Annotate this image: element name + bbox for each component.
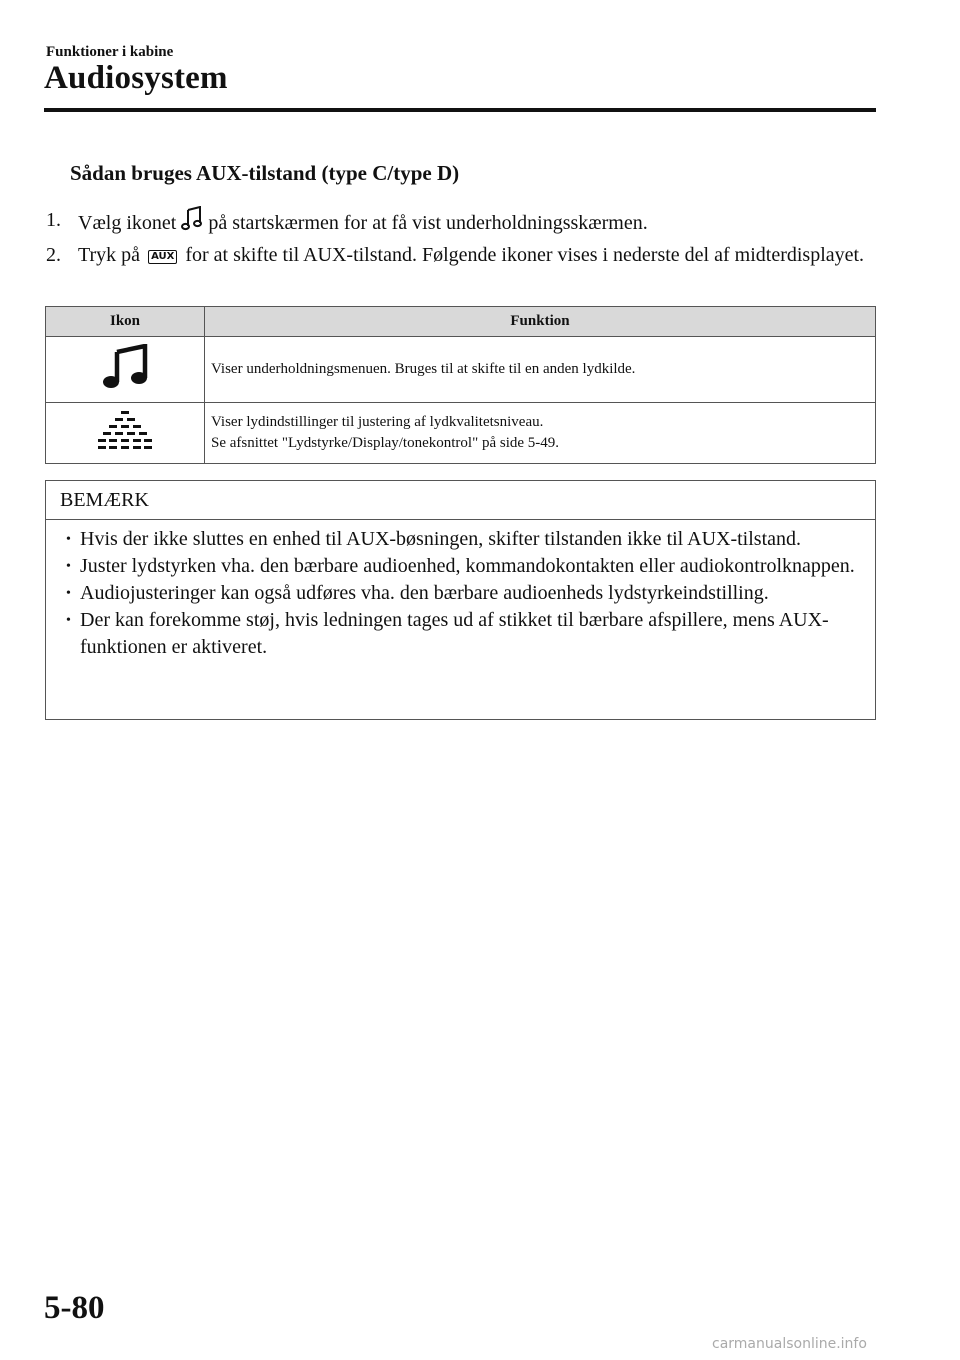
bullet-icon: •: [66, 613, 71, 628]
table-row: [46, 403, 876, 464]
bullet-icon: •: [66, 586, 71, 601]
icon-cell: [46, 403, 205, 464]
description-cell: Viser lydindstillinger til justering af lydkvalitetsniveau. Se afsnittet "Lydstyrke/Display/tonekontrol" på side 5-49.: [205, 403, 876, 464]
steps-list: [46, 206, 866, 270]
bullet-icon: •: [66, 532, 71, 547]
table-row: [46, 337, 876, 403]
list-item: • Der kan forekomme støj, hvis ledningen tages ud af stikket til bærbare afspillere, mens AUX-funktionen er aktiveret.: [66, 607, 875, 661]
subheading: Sådan bruges AUX-tilstand (type C/type D): [70, 161, 460, 185]
icon-cell: [46, 337, 205, 403]
description-cell: Viser underholdningsmenuen. Bruges til at skifte til en anden lydkilde.: [205, 337, 876, 403]
step-item: [46, 241, 866, 270]
section-label: Funktioner i kabine: [46, 44, 174, 60]
step-item: [46, 206, 866, 241]
icon-table: [45, 306, 876, 464]
column-header-icon: Ikon: [46, 307, 205, 337]
step-text: Tryk på AUX for at skifte til AUX-tilstand. Følgende ikoner vises i nederste del af midterdisplayet.: [78, 244, 865, 266]
sound-settings-icon: [98, 409, 152, 453]
page-number: 5-80: [44, 1290, 105, 1326]
note-box: [45, 480, 876, 720]
aux-icon: AUX: [148, 250, 177, 264]
watermark: carmanualsonline.info: [712, 1336, 867, 1352]
list-item: • Hvis der ikke sluttes en enhed til AUX-bøsningen, skifter tilstanden ikke til AUX-tilstand.: [66, 526, 875, 553]
title-rule: [44, 108, 876, 112]
page-title: Audiosystem: [44, 60, 228, 96]
list-item: • Juster lydstyrken vha. den bærbare audioenhed, kommandokontakten eller audiokontrolknappen.: [66, 553, 875, 580]
music-note-icon: [181, 206, 203, 241]
bullet-icon: •: [66, 559, 71, 574]
note-header: BEMÆRK: [46, 481, 875, 520]
note-list: [46, 520, 875, 661]
music-note-icon: [101, 344, 149, 390]
step-text: Vælg ikonet på startskærmen for at få vist underholdningsskærmen.: [78, 206, 866, 241]
column-header-function: Funktion: [205, 307, 876, 337]
list-item: • Audiojusteringer kan også udføres vha. den bærbare audioenheds lydstyrkeindstilling.: [66, 580, 875, 607]
step-number: 2.: [46, 244, 61, 266]
step-number: 1.: [46, 209, 61, 231]
